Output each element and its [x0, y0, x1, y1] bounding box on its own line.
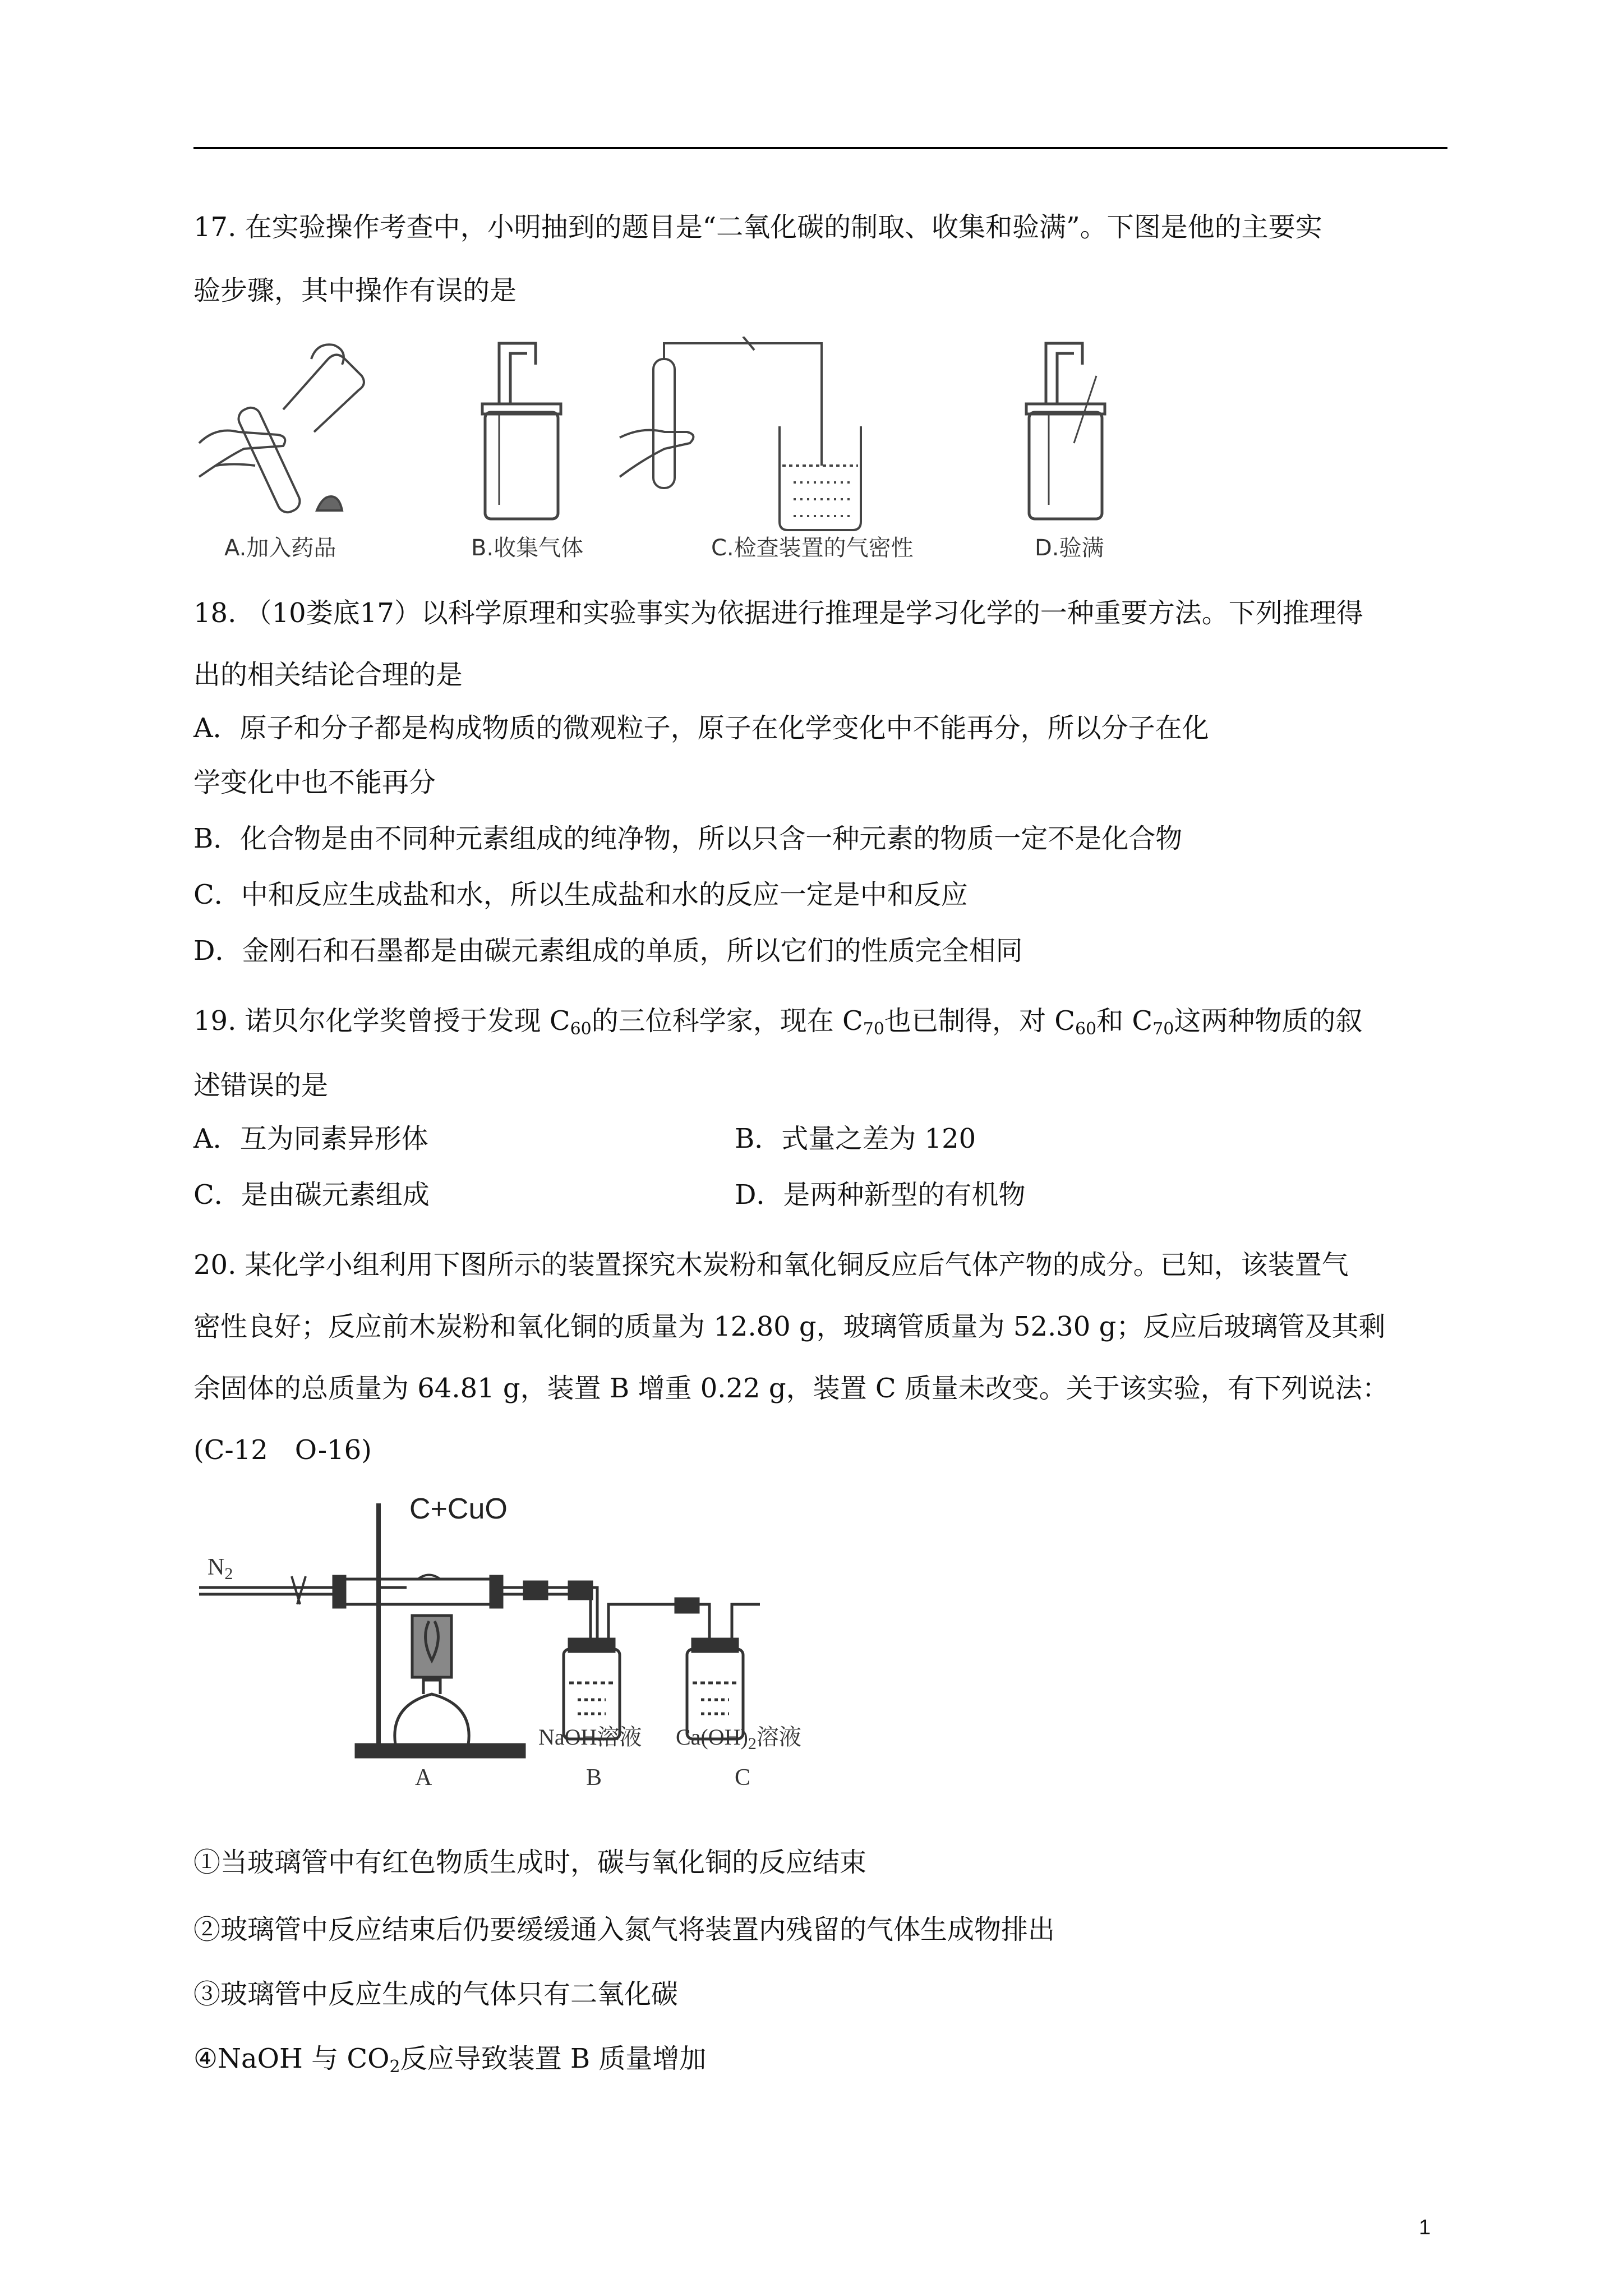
- reactant-label: C+CuO: [409, 1493, 508, 1525]
- q17-label-b: B.收集气体: [471, 535, 584, 561]
- check-full-drawing: [1026, 343, 1105, 519]
- apparatus-label-c: C: [735, 1765, 751, 1791]
- q20-line3: 余固体的总质量为 64.81 g，装置 B 增重 0.22 g，装置 C 质量未改变。关于该实验，有下列说法：: [193, 1373, 1389, 1404]
- apparatus-label-a: A: [415, 1765, 432, 1791]
- q18-option-b: B．化合物是由不同种元素组成的纯净物，所以只含一种元素的物质一定不是化合物: [193, 823, 1183, 854]
- q20-statement-3: ③玻璃管中反应生成的气体只有二氧化碳: [193, 1978, 679, 2010]
- apparatus-label-b: B: [586, 1765, 602, 1791]
- q20-line2: 密性良好；反应前木炭粉和氧化铜的质量为 12.80 g，玻璃管质量为 52.30 g；反应后玻璃管及其剩: [193, 1311, 1386, 1342]
- q20-line1: 20. 某化学小组利用下图所示的装置探究木炭粉和氧化铜反应后气体产物的成分。已知，该装置气: [193, 1249, 1349, 1281]
- q17-label-c: C.检查装置的气密性: [711, 535, 914, 561]
- q17-line1: 17. 在实验操作考查中，小明抽到的题目是“二氧化碳的制取、收集和验满”。下图是他的主要实: [193, 211, 1322, 243]
- q19-line1: 19. 诺贝尔化学奖曾授于发现 $C_{60}$的三位科学家，现在 $C_{70}$也已制得，对 $C_{60}$和 $C_{70}$这两种物质的叙: [193, 1005, 1363, 1039]
- n2-label: $N_2$: [208, 1554, 233, 1583]
- bottle-b-solution-label: NaOH溶液: [538, 1724, 642, 1750]
- q20-statement-2: ②玻璃管中反应结束后仍要缓缓通入氮气将装置内残留的气体生成物排出: [193, 1914, 1055, 1945]
- q20-statement-1: ①当玻璃管中有红色物质生成时，碳与氧化铜的反应结束: [193, 1847, 867, 1878]
- q20-apparatus-figure: [193, 1492, 866, 1806]
- q18-option-c: C．中和反应生成盐和水，所以生成盐和水的反应一定是中和反应: [193, 879, 968, 910]
- collect-gas-drawing: [482, 343, 561, 519]
- bottle-c-solution-label: $Ca(OH)_2$溶液: [676, 1724, 801, 1753]
- q17-figure: [193, 337, 1124, 561]
- q19-option-c: C．是由碳元素组成: [193, 1179, 430, 1211]
- q17-label-d: D.验满: [1035, 535, 1104, 561]
- q18-option-a-line1: A．原子和分子都是构成物质的微观粒子，原子在化学变化中不能再分，所以分子在化: [193, 712, 1209, 744]
- q20-line4: (C-12 O-16): [193, 1434, 372, 1466]
- q19-line2: 述错误的是: [193, 1070, 329, 1101]
- q18-option-d: D．金刚石和石墨都是由碳元素组成的单质，所以它们的性质完全相同: [193, 935, 1023, 967]
- q19-option-a: A．互为同素异形体: [193, 1123, 428, 1154]
- q20-statement-4: ④NaOH 与 $CO_2$反应导致装置 B 质量增加: [193, 2043, 707, 2077]
- q18-option-a-line2: 学变化中也不能再分: [193, 767, 436, 798]
- q17-label-a: A.加入药品: [224, 535, 336, 561]
- q19-option-d: D．是两种新型的有机物: [735, 1179, 1026, 1211]
- header-rule: [193, 147, 1447, 149]
- add-reagent-drawing: [199, 344, 364, 516]
- q18-line2: 出的相关结论合理的是: [193, 659, 463, 691]
- page-number: 1: [1419, 2216, 1431, 2239]
- q18-line1: 18. （10娄底17）以科学原理和实验事实为依据进行推理是学习化学的一种重要方法。下列推理得: [193, 597, 1363, 629]
- q17-line2: 验步骤，其中操作有误的是: [193, 275, 517, 306]
- q19-option-b: B．式量之差为 120: [735, 1123, 976, 1154]
- airtight-check-drawing: [620, 337, 861, 530]
